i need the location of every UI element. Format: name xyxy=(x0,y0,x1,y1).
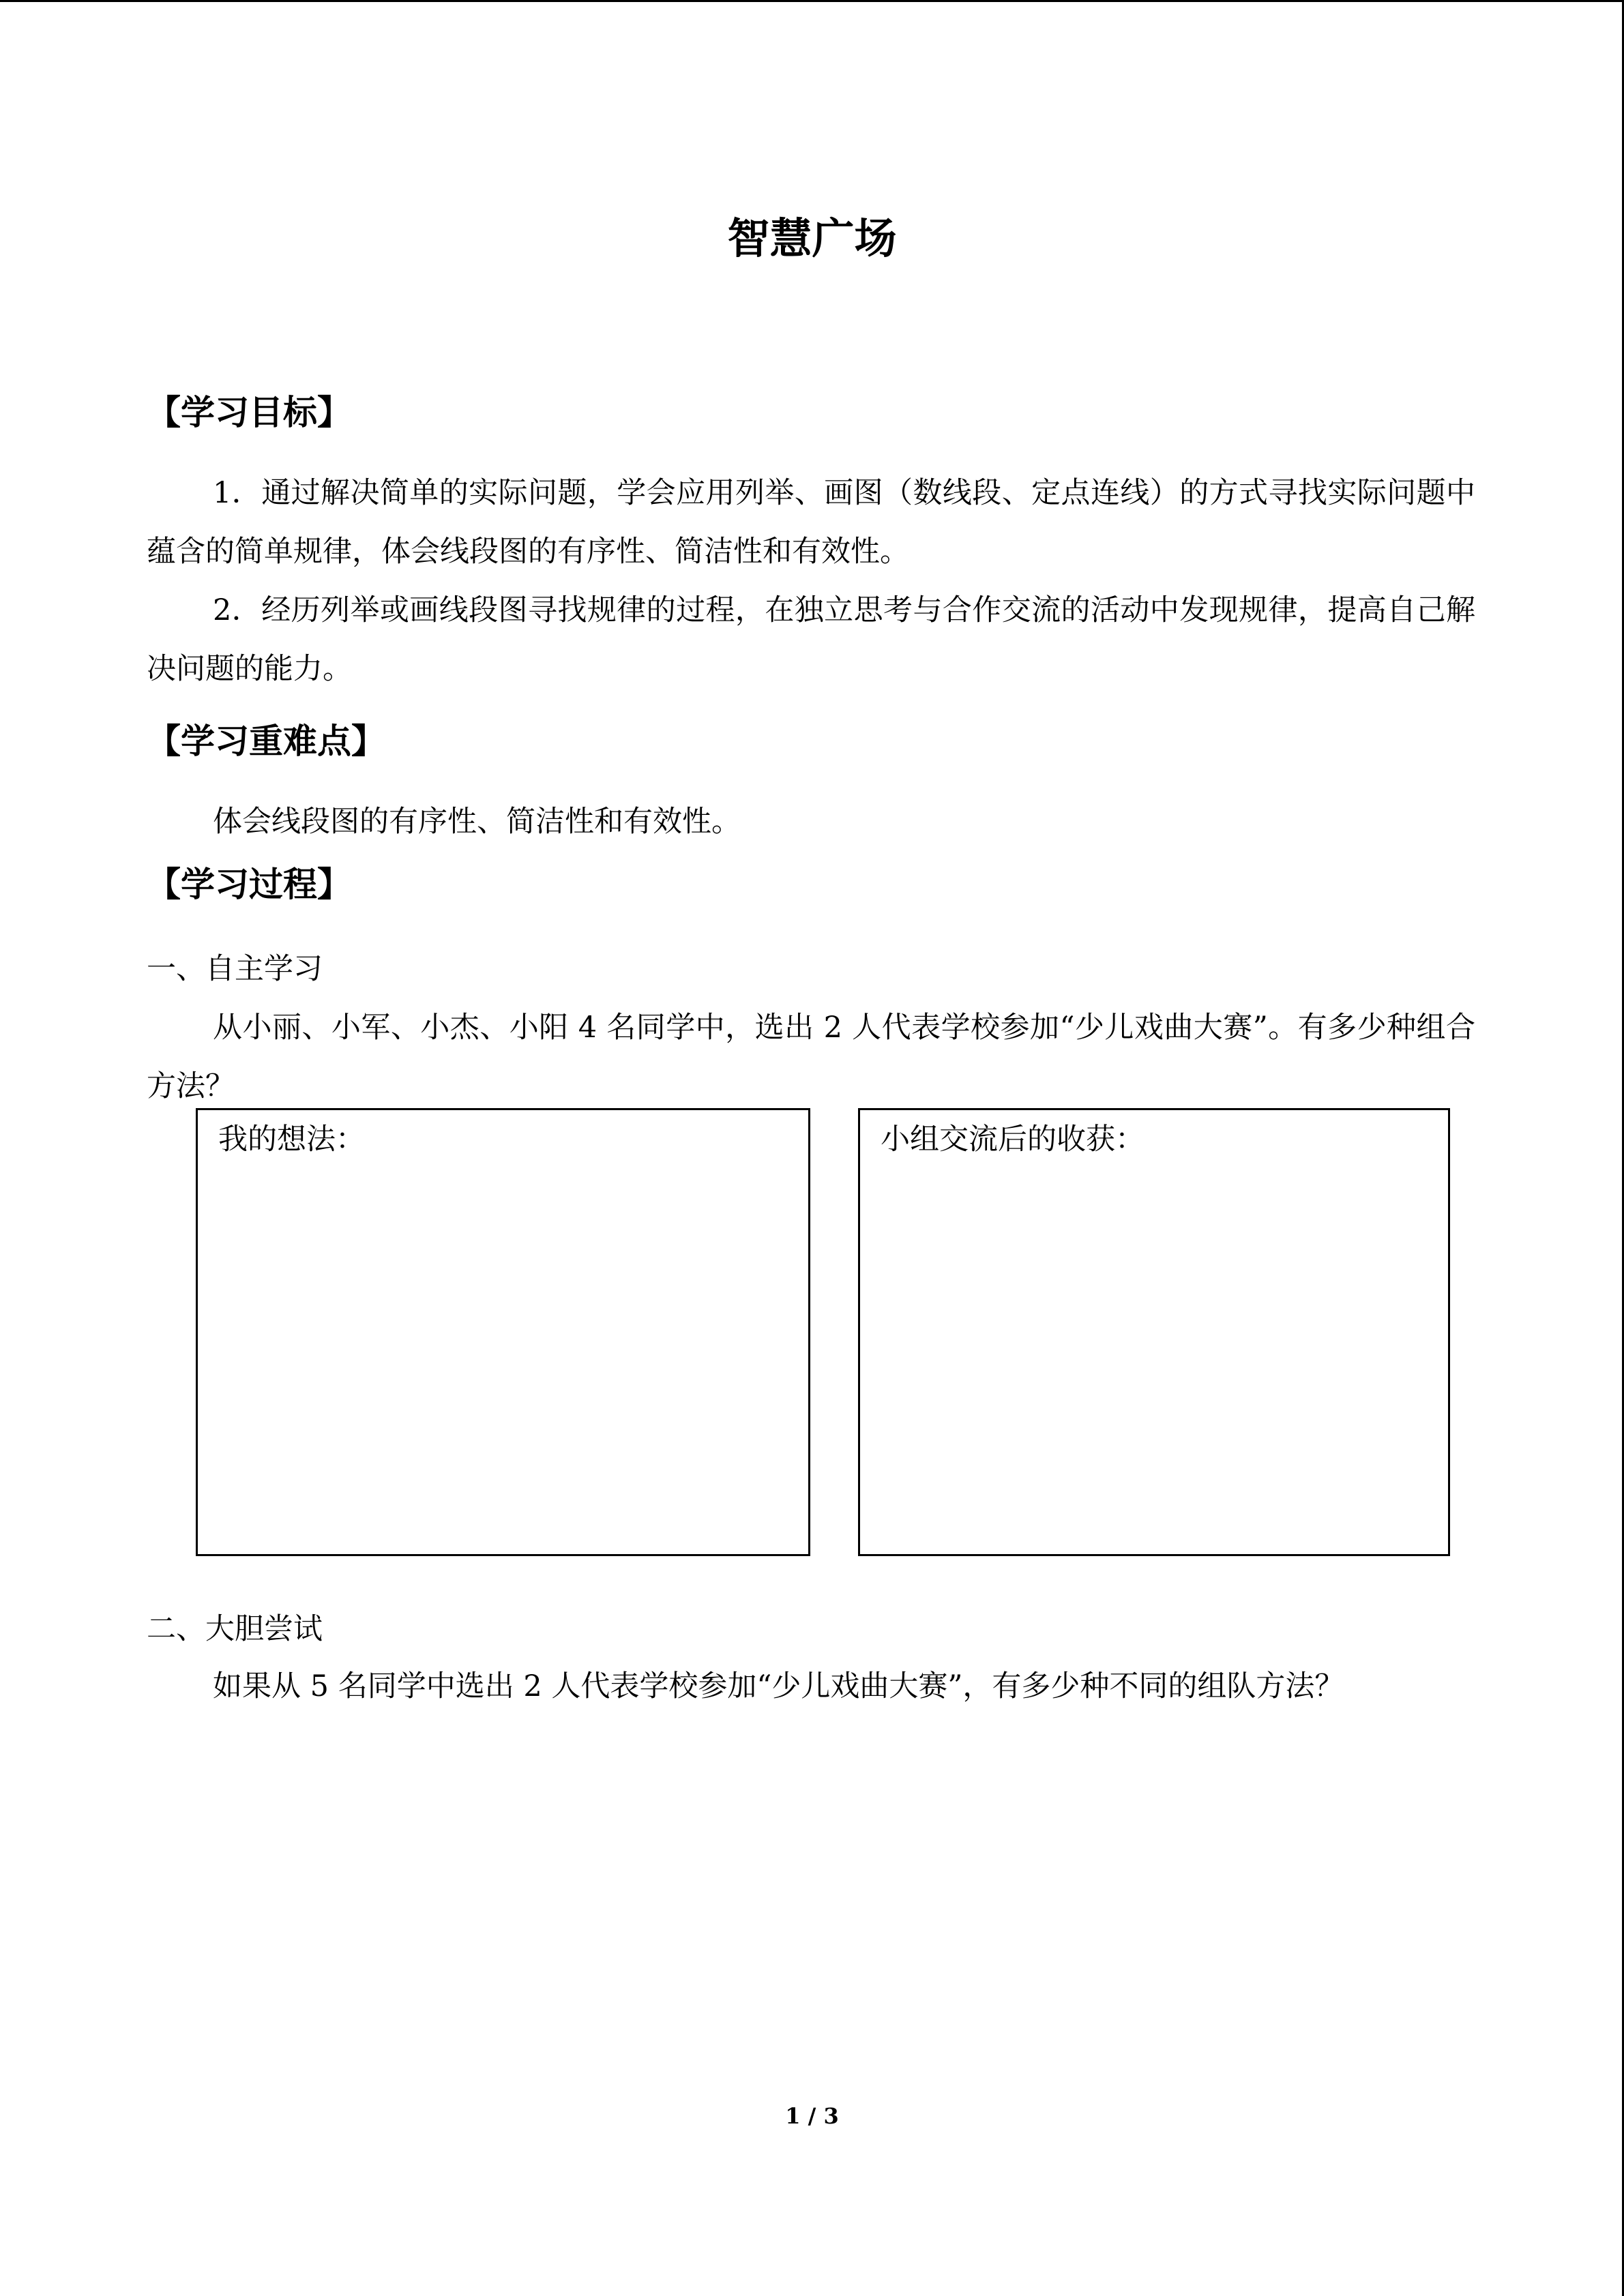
my-thoughts-box[interactable] xyxy=(196,1108,810,1556)
my-thoughts-label: 我的想法： xyxy=(218,1122,365,1157)
objective-item-2: 2．经历列举或画线段图寻找规律的过程，在独立思考与合作交流的活动中发现规律，提高自己解决问题的能力。 xyxy=(147,593,1475,686)
objective-item-1: 1．通过解决简单的实际问题，学会应用列举、画图（数线段、定点连线）的方式寻找实际问题中蕴含的简单规律，体会线段图的有序性、简洁性和有效性。 xyxy=(147,476,1475,569)
key-points-text: 体会线段图的有序性、简洁性和有效性。 xyxy=(213,805,741,839)
key-points-heading: 【学习重难点】 xyxy=(147,721,385,761)
process-heading: 【学习过程】 xyxy=(147,865,351,904)
bold-try-heading: 二、大胆尝试 xyxy=(147,1612,323,1646)
self-study-heading: 一、自主学习 xyxy=(147,952,323,986)
group-takeaways-box[interactable] xyxy=(858,1108,1450,1556)
bold-try-question: 如果从 5 名同学中选出 2 人代表学校参加“少儿戏曲大赛”，有多少种不同的组队方法？ xyxy=(213,1669,1344,1703)
group-takeaways-label: 小组交流后的收获： xyxy=(881,1122,1145,1157)
self-study-question: 从小丽、小军、小杰、小阳 4 名同学中，选出 2 人代表学校参加“少儿戏曲大赛”。有多少种组合方法？ xyxy=(147,1011,1475,1103)
objectives-heading: 【学习目标】 xyxy=(147,393,351,432)
page-top-border xyxy=(0,0,1624,2)
page-title: 智慧广场 xyxy=(727,213,897,263)
page-number: 1 / 3 xyxy=(785,2103,839,2129)
